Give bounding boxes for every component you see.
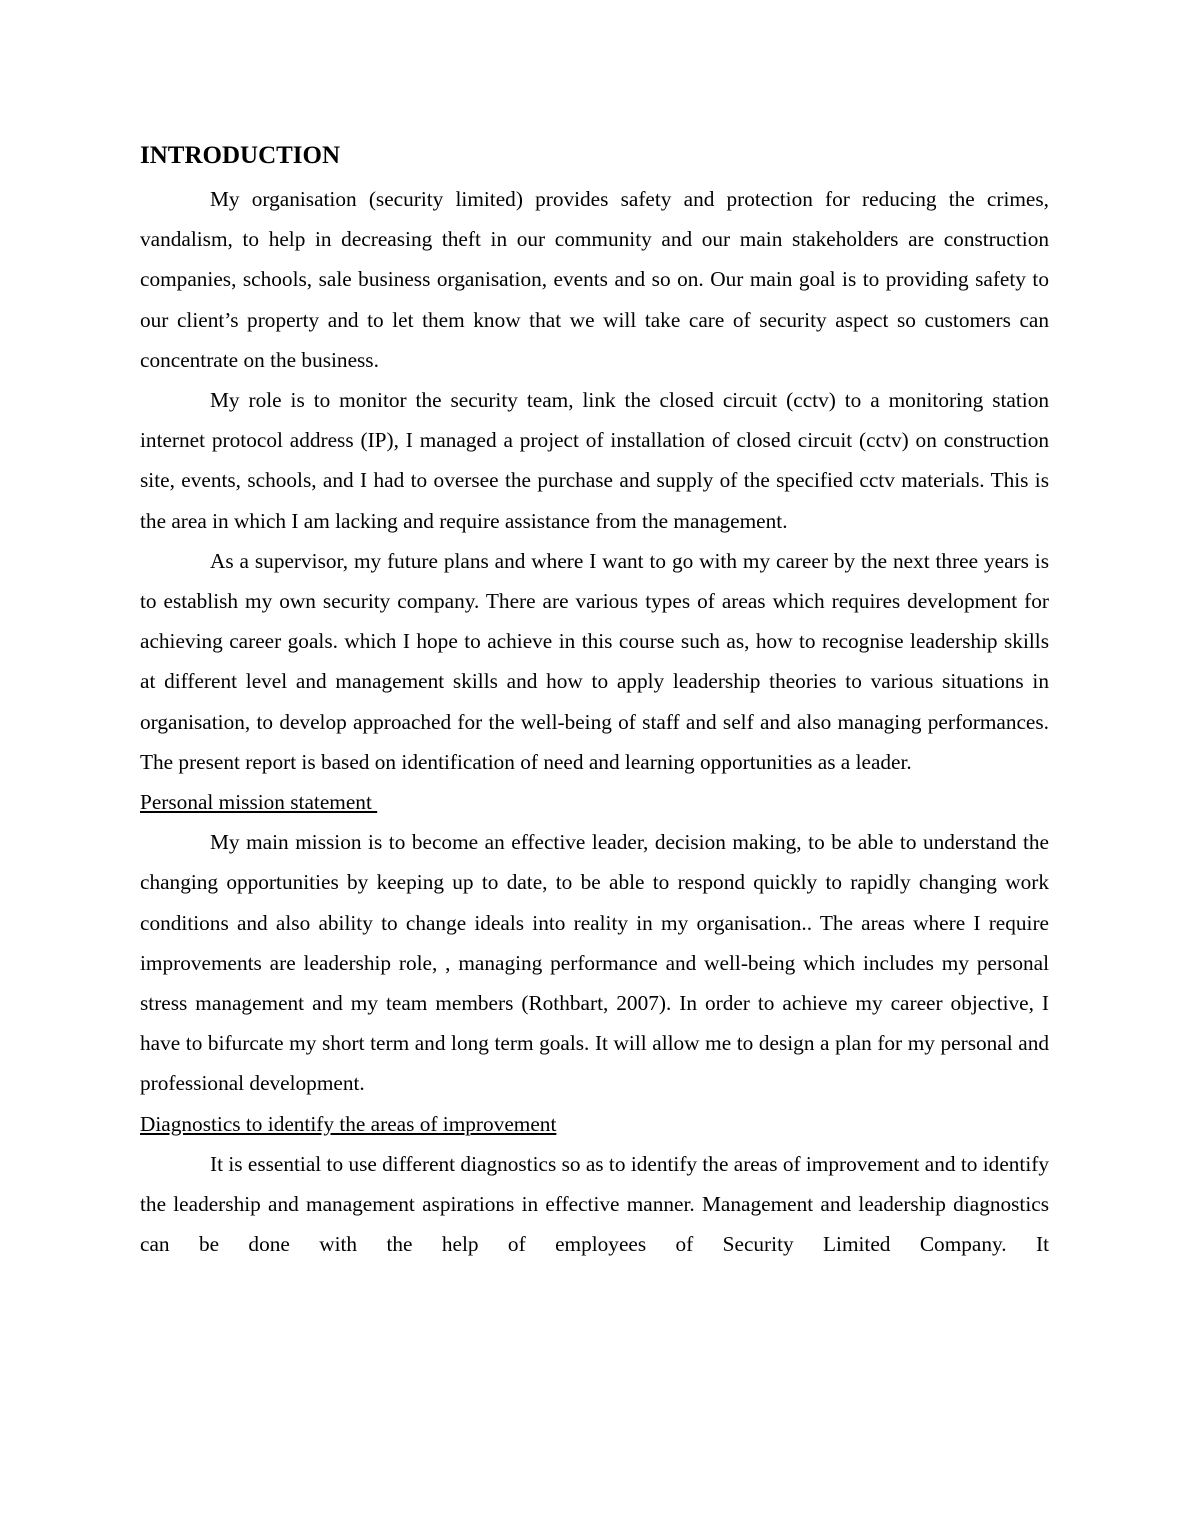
subheading-diagnostics: Diagnostics to identify the areas of improvement — [140, 1111, 557, 1136]
paragraph-organisation: My organisation (security limited) provides safety and protection for reducing the crimes, vandalism, to help in decreasing theft in our community and our main stakeholders are construction companies, schools, sale business organisation, events and so on. Our main goal is to providing safety to our client’s property and to let them know that we will take care of security aspect so customers can concentrate on the business. — [140, 187, 1049, 372]
subheading-mission-statement: Personal mission statement — [140, 790, 378, 815]
paragraph-future-plans: As a supervisor, my future plans and where I want to go with my career by the next three years is to establish my own security company. There are various types of areas which requires development for achieving career goals. which I hope to achieve in this course such as, how to recognise leadership skills at different level and management skills and how to apply leadership theories to various situations in organisation, to develop approached for the well-being of staff and self and also managing performances. The present report is based on identification of need and learning opportunities as a leader. — [140, 548, 1049, 774]
document-page — [140, 138, 1049, 1264]
paragraph-diagnostics: It is essential to use different diagnostics so as to identify the areas of improvement and to identify the leadership and management aspirations in effective manner. Management and leadership diagnostics can be done with the help of employees of Security Limited Company. It — [140, 1151, 1049, 1257]
paragraph-mission: My main mission is to become an effective leader, decision making, to be able to understand the changing opportunities by keeping up to date, to be able to respond quickly to rapidly changing work conditions and also ability to change ideals into reality in my organisation.. The areas where I require improvements are leadership role, , managing performance and well-being which includes my personal stress management and my team members (Rothbart, 2007). In order to achieve my career objective, I have to bifurcate my short term and long term goals. It will allow me to design a plan for my personal and professional development. — [140, 830, 1049, 1096]
section-heading-introduction: INTRODUCTION — [140, 142, 341, 169]
paragraph-role: My role is to monitor the security team, link the closed circuit (cctv) to a monitoring station internet protocol address (IP), I managed a project of installation of closed circuit (cctv) on construction site, events, schools, and I had to oversee the purchase and supply of the specified cctv materials. This is the area in which I am lacking and require assistance from the management. — [140, 388, 1049, 533]
